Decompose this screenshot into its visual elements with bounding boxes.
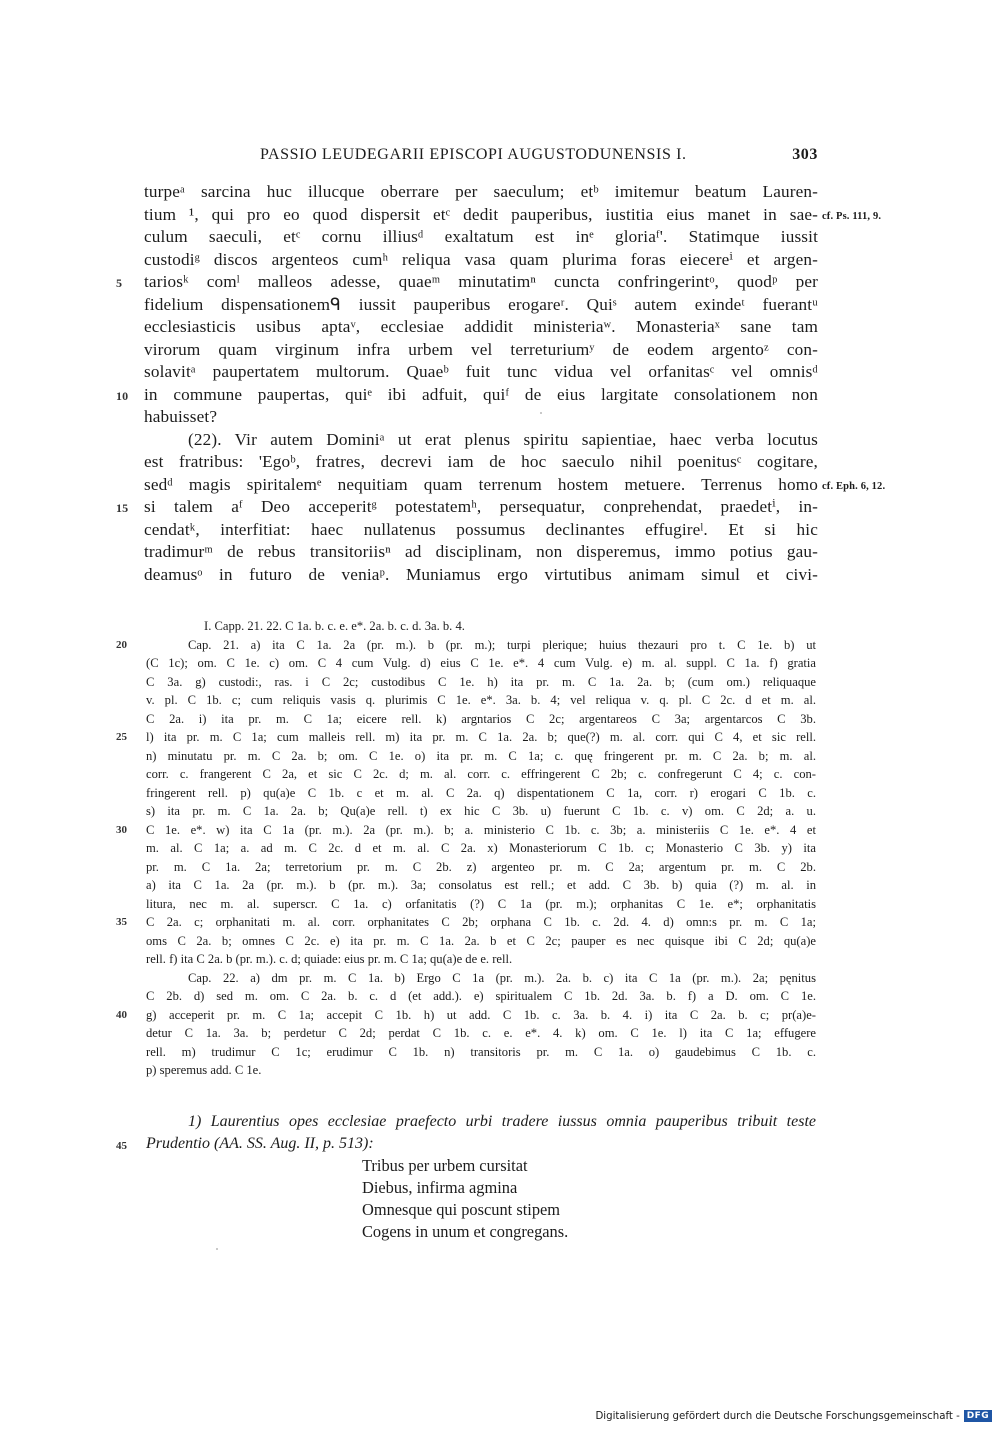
main-line: culum saeculi, etᶜ cornu illiusᵈ exaltatum est inᵉ gloriaᶠ'. Statimque iussit [144,227,818,246]
verse-line: Tribus per urbem cursitat [362,1156,528,1175]
verse-line: Omnesque qui poscunt stipem [362,1200,561,1219]
apparatus-line: 30 C 1e. e*. w) ita C 1a (pr. m.). 2a (pr. m.). b; a. ministerio C 1b. c. 3b; a. ministeriis C 1e. e*. 4 et [146,821,816,840]
apparatus-heading: I. Capp. 21. 22. C 1a. b. c. e. e*. 2a. b. c. d. 3a. b. 4. [204,619,465,633]
line-number: 25 [116,731,127,743]
main-line: 10 in commune paupertas, quiᵉ ibi adfuit, quiᶠ de eius largitate consolationem non [144,384,818,407]
line-number: 10 [116,388,129,403]
main-line: fidelium dispensationemᑫ iussit pauperibus erogareʳ. Quiˢ autem exindeᵗ fuerantᵘ [144,294,818,314]
footnote-line: 45 Prudentio (AA. SS. Aug. II, p. 513): [146,1133,816,1155]
apparatus-line: C 3a. g) custodi:, ras. i C 2c; custodibus C 1e. h) ita pr. m. C 1a. 2a. b; (cum om.) reliquaque [146,674,816,689]
main-line: ecclesiasticis usibus aptaᵛ, ecclesiae addidit ministeriaʷ. Monasteriaˣ sane tam [144,317,818,336]
apparatus-line: s) ita pr. m. C 1a. 2a. b; Qu(a)e rell. t) ex hic C 3b. u) fuerunt C 1b. c. v) om. C 2d; a. u. [146,804,816,818]
line-number: 45 [116,1140,127,1152]
apparatus-line: detur C 1a. 3a. b; perdetur C 2d; perdat C 1b. c. e. e*. 4. k) om. C 1e. l) ita C 1a; effugere [146,1026,816,1040]
line-number: 15 [116,501,129,515]
main-text [116,181,886,586]
apparatus-line: Cap. 22. a) dm pr. m. C 1a. b) Ergo C 1a (pr. m.). 2a. b. c) ita C 1a (pr. m.). 2a; pęnitus [188,970,816,985]
line-number: 5 [116,276,123,290]
footnote-line: 1) Laurentius opes ecclesiae praefecto urbi tradere iussus omnia pauperibus tribuit teste [188,1113,816,1130]
main-line: tradimurᵐ de rebus transitoriisⁿ ad disciplinam, non disperemus, immo potius gau- [144,542,818,561]
apparatus-line: (C 1c); om. C 1e. c) om. C 4 cum Vulg. d) eius C 1e. e*. 4 cum Vulg. e) m. al. suppl. C 1a. f) gratia [146,656,816,670]
main-line: tium ¹, qui pro eo quod dispersit etᶜ dedit pauperibus, iustitia eius manet in sae- cf. Ps. 111, 9. [144,204,818,227]
apparatus-line: corr. c. frangerent C 2a, et sic C 2c. d; m. al. corr. c. effringerent C 2b; c. confregerunt C 4; c. con- [146,767,816,781]
apparatus-line: rell. f) ita C 2a. b (pr. m.). c. d; quiade: eius pr. m. C 1a; qu(a)e de e. rell. [146,952,513,966]
apparatus-line: rell. m) trudimur C 1c; erudimur C 1b. n) transitoris pr. m. C 1a. o) gaudebimus C 1b. c. [146,1044,816,1059]
apparatus-line: C 2a. i) ita pr. m. C 1a; eicere rell. k) argntarios C 2c; argentareos C 3a; argentarcos C 3b. [146,711,816,726]
apparatus-line: 20 Cap. 21. a) ita C 1a. 2a (pr. m.). b (pr. m.); turpi plerique; huius thezauri pro t. C 1e. b) ut [146,636,816,655]
apparatus-line: m. al. C 1a; a. ad m. C 2c. d et m. al. C 2a. x) Monasteriorum C 1b. c; Monasterio C 3b. y) ita [146,841,816,855]
main-line: turpeᵃ sarcina huc illucque oberrare per saeculum; etᵇ imitemur beatum Lauren- [144,182,818,201]
main-line: 5 tariosᵏ comˡ malleos adesse, quaeᵐ minutatimⁿ cuncta confringerintᵒ, quodᵖ per [144,271,818,294]
main-line: 15 si talem aᶠ Deo acceperitᵍ potestatemʰ, persequatur, conprehendat, praedetⁱ, in- [144,496,818,519]
apparatus-line: C 2b. d) sed m. om. C 2a. b. c. d (et add.). e) spiritualem C 1b. 2d. 3a. b. f) a D. om. C 1e. [146,989,816,1003]
marginal-reference: cf. Eph. 6, 12. [822,480,886,492]
marginal-reference: cf. Ps. 111, 9. [822,210,882,222]
main-line: sedᵈ magis spiritalemᵉ nequitiam quam terrenum hostem metuere. Terrenus homo cf. Eph. 6, 12. [144,474,818,497]
apparatus-line: fringerent rell. p) qu(a)e C 1b. c et m. al. C 2a. q) dispentationem C 1a, corr. r) erogari C 1b. c. [146,785,816,800]
apparatus-line: 25 l) ita pr. m. C 1a; cum malleis rell. m) ita pr. m. C 1a. 2a. b; que(?) m. al. corr. qui C 4, et sic rell. [146,728,816,747]
apparatus-line: litura, nec m. al. superscr. C 1a. c) orfanitatis (?) C 1a (pr. m.); orphanitas C 1e. e*; orphanitatis [146,896,816,911]
critical-apparatus [116,617,816,1080]
verse-line: Diebus, infirma agmina [362,1178,518,1197]
apparatus-line: pr. m. C 1a. 2a; terretorium pr. m. C 2b. z) argenteo pr. m. C 2a; argentum pr. m. C 2b. [146,859,816,874]
page-number: 303 [792,146,818,163]
apparatus-line: n) minutatu pr. m. C 2a. b; om. C 1e. o) ita pr. m. C 1a; c. quę fringerent pr. m. C 2a. b; m. al. [146,748,816,763]
apparatus-line: oms C 2a. b; omnes C 2c. e) ita pr. m. C 1a. 2a. b et C 2c; pauper es nec quisque ibi C 2d; qu(a)e [146,933,816,948]
apparatus-line: 40 g) acceperit pr. m. C 1a; accepit C 1b. h) ut add. C 1b. c. 3a. b. 4. i) ita C 2a. b. c; pr(a)e- [146,1006,816,1025]
main-line: cendatᵏ, interfitiat: haec nullatenus possumus declinantes effugireˡ. Et si hic [144,519,818,539]
main-line: deamusᵒ in futuro de veniaᵖ. Muniamus ergo virtutibus animam simul et civi- [144,564,818,584]
apparatus-line: a) ita C 1a. 2a (pr. m.). b (pr. m.). 3a; consolatus est rell.; et add. C 3b. b) quia (?) m. al. in [146,878,816,892]
scan-speck [540,412,542,414]
main-line: habuisset? [144,407,218,426]
verse-quotation [146,1155,816,1243]
line-number: 35 [116,916,127,928]
main-line: (22). Vir autem Dominiᵃ ut erat plenus spiritu sapientiae, haec verba locutus [188,429,818,449]
running-head [140,146,820,170]
apparatus-line: v. pl. C 1b. c; cum reliquis vasis q. plurimis C 1e. e*. 3a. b. 4; vel reliqua v. q. pl. C 2c. d et m. al. [146,693,816,707]
footnotes [116,1111,816,1243]
apparatus-line: 35 C 2a. c; orphanitati m. al. corr. orphanitates C 2b; orphana C 1b. c. 2d. 4. d) omn:s pr. m. C 1a; [146,913,816,932]
line-number: 20 [116,638,127,651]
credit-text: Digitalisierung gefördert durch die Deutsche Forschungsgemeinschaft - [595,1410,960,1422]
main-line: est fratribus: 'Egoᵇ, fratres, decrevi iam de hoc saeculo nihil poenitusᶜ cogitare, [144,452,818,471]
main-line: custodiᵍ discos argenteos cumʰ reliqua vasa quam plurima foras eiecereⁱ et argen- [144,249,818,269]
scan-speck [216,1248,218,1250]
dfg-logo: DFG [964,1410,992,1422]
main-line: virorum quam virginum infra urbem vel terreturiumʸ de eodem argentoᶻ con- [144,339,818,359]
digitization-credit [595,1410,992,1422]
line-number: 30 [116,823,127,836]
main-line: solavitᵃ paupertatem multorum. Quaeᵇ fuit tunc vidua vel orfanitasᶜ vel omnisᵈ [144,362,818,381]
running-title: PASSIO LEUDEGARII EPISCOPI AUGUSTODUNENSIS I. [260,146,687,163]
apparatus-line: p) speremus add. C 1e. [146,1063,262,1077]
verse-line: Cogens in unum et congregans. [362,1222,569,1241]
line-number: 40 [116,1008,127,1021]
